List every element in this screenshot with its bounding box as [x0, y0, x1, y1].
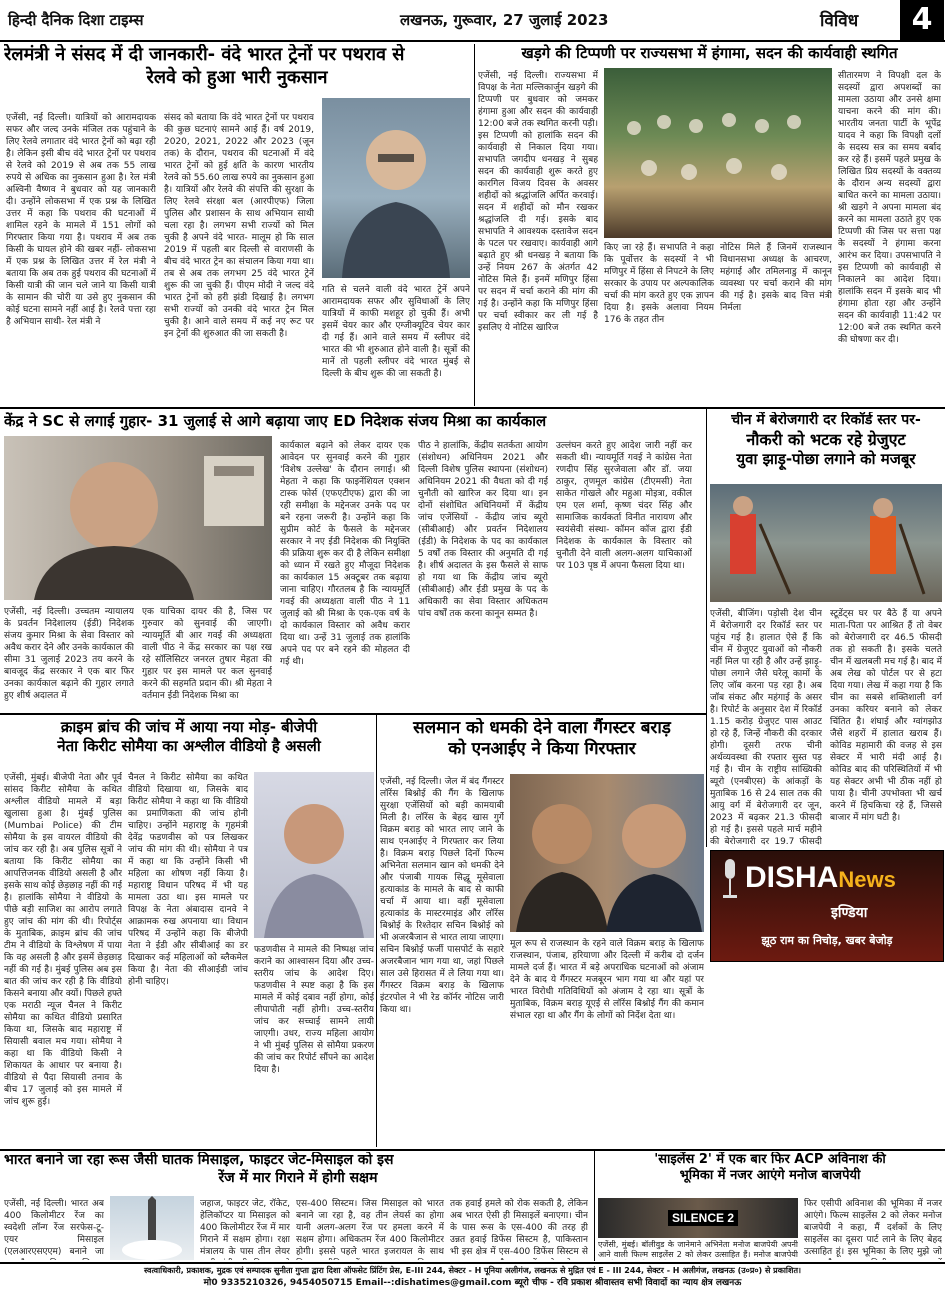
- ad-brand-accent: News: [838, 867, 896, 892]
- rs-col-3: नोटिस मिले हैं जिनमें राजस्थान विधानसभा अध्यक्ष के आचरण, महंगाई और तमिलनाडु में कानून व्यवस्था पर चर्चा कराने की मांग की गई है। इसके बाद वित्त मंत्री निर्मला: [720, 243, 832, 313]
- silence-2-photo: [598, 1198, 798, 1238]
- somaiya-col-2: चैनल ने किरीट सोमैया का कथित वीडियो दिखाया था, जिसके बाद किरीट सोमैया ने कहा था कि वीडियो का प्रमाणिकता की जांच होनी चाहिए। उन्होंने महाराष्ट्र के गृहमंत्री देवेंद्र फडणवीस को पत्र लिखकर जांच की मांग की थी। सोमैया ने पत्र में कहा था कि उन्होंने किसी भी महिला का शोषण नहीं किया है। महाराष्ट्र विधान परिषद में भी यह मामला उठा था। इस मामले पर विपक्ष के नेता अंबादास दानवे ने आक्रामक रुख अपनाया था। विधान परिषद में उन्होंने कहा कि बीजेपी नेता ने ईडी और सीबीआई का डर दिखाकर कई महिलाओं को ब्लैकमेल किया है। नेता की सीआईडी जांच होनी चाहिए।: [128, 773, 248, 987]
- headline-missile-2: रेंज में मार गिराने में होगी सक्षम: [218, 1169, 378, 1186]
- imprint-line-1: स्वत्वाधिकारी, प्रकाशक, मुद्रक एवं सम्पादक सुनीता गुप्ता द्वारा दिशा ऑफसेट प्रिंटिंग प्रेस, E-III 244, सेक्टर - H पूनिया अलीगंज, लखनऊ से मुद्रित एवं E - III 244, सेक्टर - H अलीगंज, लखनऊ (उ०प्र०) से प्रकाशित।: [143, 1266, 802, 1275]
- paper-name: हिन्दी दैनिक दिशा टाइम्स: [8, 11, 144, 29]
- person-icon: [4, 436, 272, 600]
- person-icon: [322, 98, 470, 278]
- silence-col-2: एजेंसी, मुंबई। बॉलीवुड के जानेमाने अभिनेता मनोज बाजपेयी अपनी आने वाली फिल्म साइलेंस 2 को लेकर उत्साहित हैं। मनोज बाजपेयी: [598, 1240, 798, 1259]
- story-china-unemployment: [710, 412, 942, 846]
- story-rajya-sabha: [478, 44, 941, 406]
- headline-salman-2: को एनआईए ने किया गिरफ्तार: [448, 739, 636, 760]
- headline-railway-2: रेलवे को हुआ भारी नुकसान: [146, 66, 328, 88]
- headline-ed-director: केंद्र ने SC से लगाई गुहार- 31 जुलाई से आगे बढ़ाया जाए ED निदेशक संजय मिश्रा का कार्यकाल: [4, 412, 547, 430]
- missile-col-3: एस-400 सिस्टम। जिस मिसाइल को भारत बनाने जा रहा है, वह तीन लेयर्स का होगा यानी अलग-अलग रेंज पर हमला करने में सक्षम होगा। अधिकतम रेंज 400 किलोमीटर होगी। इससे पहले भारत इजरायल के साथ: [296, 1199, 444, 1257]
- headline-china-2: नौकरी को भटक रहे ग्रेजुएट: [746, 429, 906, 449]
- ed-col-3: कार्यकाल बढ़ाने को लेकर दायर एक आवेदन पर सुनवाई करने की गुहार 'विशेष उल्लेख' के दौरान लगाई। श्री मेहता ने कहा कि फाइनेंशियल एक्शन टास्क फोर्स (एफएटीएफ) द्वारा की जा रही समीक्षा के मद्देनजर उनके पद पर बने रहना जरूरी है। उन्होंने कहा कि सुप्रीम कोर्ट के फैसले के मद्देनजर सरकार ने नए ईडी निदेशक की नियुक्ति की प्रक्रिया शुरू कर दी है लेकिन समीक्षा को ध्यान में रखते हुए मौजूदा निदेशक का कार्यकाल 15 अक्टूबर तक बढ़ाया जाना चाहिए। गौरतलब है कि न्यायमूर्ति गवई की अध्यक्षता वाली पीठ ने 11 जुलाई को श्री मिश्रा के एक-एक वर्ष के दो कार्यकाल विस्तार को अवैध करार दिया था। उन्हें 31 जुलाई तक हालांकि अपने पद पर बने रहने की मोहलत दी गई थी।: [280, 441, 410, 667]
- headline-railway-1: रेलमंत्री ने संसद में दी जानकारी- वंदे भारत ट्रेनों पर पथराव से: [4, 44, 405, 65]
- headline-somaiya-2: नेता किरीट सोमैया का अश्लील वीडियो है असली: [57, 736, 321, 755]
- somaiya-col-3: फडणवीस ने मामले की निष्पक्ष जांच कराने का आश्वासन दिया और उच्च-स्तरीय जांच के आदेश दिए। फडणवीस ने स्पष्ट कहा है कि इस मामले में कोई दबाव नहीं होगा, कोई लीपापोती नहीं होगी। उच्च-स्तरीय जांच कर सच्चाई सामने लायी जाएगी। उधर, राज्य महिला आयोग ने भी मुंबई पुलिस से सोमैया प्रकरण की जांच कर रिपोर्ट सौंपने का आदेश दिया है।: [254, 945, 374, 1075]
- headline-silence-2: भूमिका में नजर आएंगे मनोज बाजपेयी: [679, 1168, 861, 1184]
- missile-photo: [110, 1196, 194, 1260]
- rs-col-1: एजेंसी, नई दिल्ली। राज्यसभा में विपक्ष के नेता मल्लिकार्जुन खड़गे की टिप्पणी पर बुधवार को जमकर हंगामा हुआ और सदन की कार्यवाही 12:00 बजे तक स्थगित करनी पड़ी। इस टिप्पणी को हालांकि सदन की कार्यवाही से निकाल दिया गया। सभापति जगदीप धनखड़ ने सुबह सदन की कार्यवाही शुरू करते हुए कारगिल विजय दिवस के अवसर शहीदों को श्रद्धांजलि अर्पित करवाई। सदन में शहीदों को मौन रखकर श्रद्धांजलि दी गई। इसके बाद सभापति ने आवश्यक दस्तावेज सदन के पटल पर रखवाए। कार्यवाही आगे बढ़ाते हुए श्री धनखड़ ने बताया कि उन्हें नियम 267 के अंतर्गत 42 नोटिस मिले हैं। इनमें मणिपुर हिंसा पर सदन में चर्चा कराने की मांग की गई है। उन्होंने कहा कि मणिपुर हिंसा पर चर्चा स्वीकार कर ली गई है इसलिए ये नोटिस खारिज: [478, 71, 598, 333]
- headline-missile-1: भारत बनाने जा रहा रूस जैसी घातक मिसाइल, फाइटर जेट-मिसाइल को इस: [4, 1152, 394, 1168]
- rs-col-4: सीतारमण ने विपक्षी दल के सदस्यों द्वारा अपशब्दों का मामला उठाया और उनसे क्षमा याचना करने की मांग की। भारतीय जनता पार्टी के भूपेंद्र यादव ने कहा कि विपक्षी दलों के सदस्य सत्र का समय बर्बाद कर रहे हैं। इसमें पहले प्रमुख के लिखित प्रिय सदस्यों के वक्तव्य के दौरान अन्य सदस्यों द्वारा बाधित करने का मामला उठाया। श्री खड़गे ने अपना मामला बंद करने का मामला उठाते हुए एक टिप्पणी की जिस पर सत्ता पक्ष के सदस्यों ने हंगामा करना आरंभ कर दिया। उपसभापति ने इस टिप्पणी को कार्यवाही से निकालने का आदेश दिया। हालांकि सदन में इसके बाद भी हंगामा होता रहा और उन्होंने सदन की कार्यवाही 11:42 पर 12:00 बजे तक स्थगित करने की घोषणा कर दी।: [838, 71, 941, 345]
- silence-col-1: फिर एसीपी अविनाश की भूमिका में नजर आएंगे। फिल्म साइलेंस 2 को लेकर मनोज बाजपेयी ने कहा, मैं दर्शकों के लिए साइलेंस का दूसरा पार्ट लाने के लिए बेहद उत्साहित हूं। इस भूमिका के लिए मुझे जो: [804, 1199, 942, 1257]
- section-name: विविध: [820, 11, 859, 31]
- ed-col-5: उल्लंघन करते हुए आदेश जारी नहीं कर सकती थी। न्यायमूर्ति गवई ने कांग्रेस नेता रणदीप सिंह सुरजेवाला और डॉ. जया ठाकुर, तृणमूल कांग्रेस (टीएमसी) नेता साकेत गोखले और महुआ मोइत्रा, वकील एम एल शर्मा, कृष्ण चंदर सिंह और सामाजिक कार्यकर्ता विनीत नारायण और स्वयंसेवी संस्था- कॉमन कॉज द्वारा ईडी निदेशक के कार्यकाल के विस्तार को चुनौती देने वाली अलग-अलग याचिकाओं पर 103 पृष्ठ में अपना फैसला दिया था।: [556, 441, 692, 571]
- story-somaiya: [4, 718, 374, 1148]
- missile-col-4: तक हवाई हमले को रोक सकती है, लेकिन अब भारत ऐसी ही मिसाइलें बनाएगा। चीन के पास रूस के एस-400 की तरह ही उन्नत हवाई डिफेंस सिस्टम है, पाकिस्तान भी इस क्षेत्र में एस-400 डिफेंस सिस्टम से: [450, 1199, 588, 1257]
- rs-col-2: किए जा रहे हैं। सभापति ने कहा कि पूर्वोत्तर के सदस्यों ने भी मणिपुर में हिंसा से निपटने के लिए सरकार के उपाय पर अल्पकालिक चर्चा की मांग करते हुए एक ज्ञापन दिया है। इसके अलावा नियम 176 के तहत तीन: [604, 243, 714, 325]
- railway-col-3: गति से चलने वाली वंदे भारत ट्रेनें अपने आरामदायक सफर और सुविधाओं के लिए यात्रियों में काफी मशहूर हो चुकी हैं। अभी इसमें चेयर कार और एग्जीक्यूटिव चेयर कार दी गई हैं। आने वाले समय में स्लीपर वंदे भारत की भी शुरुआत होने वाली है। सूत्रों की मानें तो पहली स्लीपर वंदे भारत मुंबई से दिल्ली के बीच शुरू की जा सकती है।: [322, 285, 470, 379]
- parliament-photo: [604, 68, 832, 238]
- headline-rajya-sabha: खड़गे की टिप्पणी पर राज्यसभा में हंगामा, सदन की कार्यवाही स्थगित: [521, 44, 898, 62]
- headline-silence-1: 'साइलेंस 2' में एक बार फिर ACP अविनाश की: [654, 1152, 886, 1167]
- two-persons-icon: [510, 774, 704, 932]
- silence-2-poster-title: SILENCE 2: [668, 1210, 738, 1226]
- sweeper-scene-icon: [710, 484, 942, 602]
- imprint-footer: [0, 1262, 945, 1297]
- imprint-line-2: मो0 9335210326, 9454050715 Email--:dishatimes@gmail.com ब्यूरो चीफ - रवि प्रकाश श्रीवास्तव सभी विवादों का न्याय क्षेत्र लखनऊ: [203, 1278, 742, 1288]
- mic-icon: [719, 859, 741, 899]
- ed-director-photo: [4, 436, 272, 600]
- somaiya-col-1: एजेंसी, मुंबई। बीजेपी नेता और पूर्व सांसद किरीट सोमैया के कथित अश्लील वीडियो मामले में बड़ा खुलासा हुआ है। मुंबई पुलिस (Mumbai Police) की टीम सोमैया के इस वायरल वीडियो की जांच कर रही है। अब पुलिस सूत्रों ने बताया कि किरीट सोमैया का आपत्तिजनक वीडियो असली है और इसके साथ कोई छेड़छाड़ नहीं की गई है। हालांकि सोमैया ने वीडियो के पीछे बड़ी साजिश का आरोप लगाते हुए जांच की मांग की थी। रिपोर्ट्स के मुताबिक, क्राइम ब्रांच की जांच टीम ने वीडियो के विश्लेषण में पाया कि वह असली है और इसमें छेड़छाड़ नहीं की गई है। मुंबई पुलिस अब इस बात की जांच कर रही है कि वीडियो किसने बनाया और क्यों। पिछले हफ्ते एक मराठी न्यूज चैनल ने किरीट सोमैया का कथित वीडियो प्रसारित किया था, जिसके बाद महाराष्ट्र में सियासी बवाल मच गया। सोमैया ने कहा था कि वीडियो किसी ने शिकायत के आधार पर बनाया है। वीडियो से पैदा सियासी तनाव के बीच 17 जुलाई को इस मामले में जांच शुरू हुई।: [4, 773, 122, 1107]
- ad-tagline: झूठ राम का निचोड़, खबर बेजोड़: [761, 934, 893, 947]
- headline-china-1: चीन में बेरोजगारी दर रिकॉर्ड स्तर पर-: [731, 412, 921, 428]
- page-number: 4: [900, 0, 944, 40]
- parliament-scene-icon: [604, 68, 832, 238]
- railway-col-1: एजेंसी, नई दिल्ली। यात्रियों को आरामदायक सफर और जल्द उनके मंजिल तक पहुंचाने के लिए रेलवे लगातार वंदे भारत ट्रेनों को बढ़ा रही है। लेकिन इसी बीच वंदे भारत ट्रेनों पर पथराव से रेलवे को 2019 से अब तक 55 लाख रुपये से अधिक का नुकसान हुआ है। रेल मंत्री अश्विनी वैष्णव ने बुधवार को यह जानकारी दी। उन्होंने लोकसभा में एक प्रश्न के लिखित उत्तर में कहा कि पथराव की घटनाओं में शामिल रहने के मामले में 151 लोगों को गिरफ्तार किया गया है। पथराव में अब तक किसी के घायल होने की खबर नहीं- लोकसभा में एक प्रश्न के लिखित उत्तर में रेल मंत्री ने बताया कि अब तक हुई पथराव की घटनाओं में किसी यात्री की जान चले जाने या किसी यात्री के सामान की चोरी या उसे हुए नुकसान की कोई घटना सामने नहीं आई है। रेलवे पत्ता रहा है अभियान साथी- रेल मंत्री ने: [6, 113, 156, 327]
- person-icon: [254, 772, 374, 938]
- headline-china-3: युवा झाड़ू-पोछा लगाने को मजबूर: [736, 449, 916, 468]
- street-sweeper-photo: [710, 484, 942, 602]
- railway-col-2: संसद को बताया कि वंदे भारत ट्रेनों पर पथराव की कुछ घटनाएं सामने आई हैं। वर्ष 2019, 2020, 2021, 2022 और 2023 (जून तक) के दौरान, पथराव की घटनाओं में वंदे भारत ट्रेनों को हुई क्षति के कारण भारतीय रेलवे को 55.60 लाख रुपये का नुकसान हुआ है। यात्रियों और रेलवे की संपत्ति की सुरक्षा के लिए रेलवे संरक्षा बल (आरपीएफ) जिला पुलिस और प्रशासन के साथ अभियान साथी चला रहा है। लगभग सभी राज्यों को मिल चुकी है अपने वंदे भारत- मालूम हो कि साल 2019 में पहली बार दिल्ली से वाराणसी के बीच वंदे भारत ट्रेन का संचालन किया गया था। तब से अब तक लगभग 25 वंदे भारत ट्रेनें शुरू की जा चुकी हैं। पीएम मोदी ने जल्द वंदे भारत ट्रेनों को हरी झंडी दिखाई है। लगभग सभी राज्यों को उनकी वंदे भारत ट्रेन मिल चुकी है। आने वाले समय में कई नए रूट पर इन ट्रेनों की शुरुआत की जा सकती है।: [164, 113, 314, 339]
- salman-col-1: एजेंसी, नई दिल्ली। जेल में बंद गैंगस्टर लॉरेंस बिश्नोई की गैंग के खिलाफ सुरक्षा एजेंसियों को बड़ी कामयाबी मिली है। लॉरेंस के बेहद खास गुर्गे विक्रम बराड़ को भारत लाए जाने के साथ एनआईए ने गिरफ्तार कर लिया है। विक्रम बराड़ पिछले दिनों फिल्म अभिनेता सलमान खान को धमकी देने और पंजाबी गायक सिद्धू मूसेवाला हत्याकांड के मामले के बाद से काफी चर्चा में आया था। वहीं मूसेवाला हत्याकांड के मास्टरमाइंड और लॉरेंस बिश्नोई के रिश्तेदार सचिन बिश्नोई को भी अजरबैजान से भारत लाया जाएगा। सचिन बिश्नोई फर्जी पासपोर्ट के सहारे अजरबैजान भाग गया था, जहां पिछले साल उसे हिरासत में ले लिया गया था। गैंगस्टर विक्रम बराड़ के खिलाफ इंटरपोल ने भी रेड कॉर्नर नोटिस जारी किया था।: [380, 777, 504, 1015]
- china-col-1: एजेंसी, बीजिंग। पड़ोसी देश चीन में बेरोजगारी दर रिकॉर्ड स्तर पर पहुंच गई है। हालात ऐसे हैं कि चीन में ग्रेजुएट युवाओं को नौकरी नहीं मिल पा रही है और उन्हें झाड़ू-पोछा लगाने जैसे घरेलू कामों के लिए जॉब करना पड़ रहा है। अब जॉब संकट और महंगाई के असर है। रिपोर्ट के अनुसार देश में रिकॉर्ड 1.15 करोड़ ग्रेजुएट पास आउट हो रहे हैं, जिन्हें नौकरी की दरकार होगी। दूसरी तरफ चीनी अर्थव्यवस्था की रफ्तार सुस्त पड़ गई है। चीन के राष्ट्रीय सांख्यिकी ब्यूरो (एनबीएस) के आंकड़ों के मुताबिक 16 से 24 साल तक की आयु वर्ग में बेरोजगारी दर जून, 2023 में बढ़कर 21.3 फीसदी हो गई है। इससे पहले मार्च महीने की बेरोजगारी दर 19.7 फीसदी: [710, 609, 822, 846]
- dateline: लखनऊ, गुरूवार, 27 जुलाई 2023: [400, 11, 609, 29]
- ad-brand: [745, 861, 896, 895]
- ed-col-4: पीठ ने हालांकि, केंद्रीय सतर्कता आयोग (संशोधन) अधिनियम 2021 और दिल्ली विशेष पुलिस स्थापना (संशोधन) अधिनियम 2021 की वैधता को दी गई चुनौती को खारिज कर दिया था। इन दोनों संशोधित अधिनियमों में केंद्रीय जांच एजेंसियों - केंद्रीय जांच ब्यूरो (सीबीआई) और प्रवर्तन निदेशालय (ईडी) के निदेशक के पद का कार्यकाल 5 वर्षों तक विस्तार की अनुमति दी गई है। शीर्ष अदालत के इस फैसले से साफ हो गया था कि केंद्रीय जांच ब्यूरो (सीबीआई) और ईडी प्रमुख के पद के अधिकारी का सेवा विस्तार अधिकतम पांच वर्षों तक करना कानून सम्मत है।: [418, 441, 548, 619]
- ed-col-1: एजेंसी, नई दिल्ली। उच्चतम न्यायालय के प्रवर्तन निदेशालय (ईडी) निदेशक संजय कुमार मिश्रा के सेवा विस्तार को अवैध करार देने और उनके कार्यकाल की सीमा 31 जुलाई 2023 तय करने के बावजूद केंद्र सरकार ने एक बार फिर उनका कार्यकाल बढ़ाने की गुहार लगाते हुए शीर्ष अदालत में: [4, 607, 134, 701]
- china-col-2: स्टूडेंट्स घर पर बैठे हैं या अपने माता-पिता पर आश्रित हैं तो वेबर को बेरोजगारी दर 46.5 फीसदी तक हो सकती है। इसके चलते चीन में खलबली मच गई है। बाद में अब लेख को पोर्टल पर से हटा दिया गया। लेख में कहा गया है कि चीन का सबसे शक्तिशाली वर्ग उनका करियर बनाने को लेकर चिंतित है। शंघाई और ग्वांगझोउ जैसे शहरों में हालात खराब हैं। कोविड महामारी की वजह से इस सेक्टर में भारी मंदी आई है। कोविड बाद की परिस्थितियों में भी यह सेक्टर अभी भी ठीक नहीं हो पाया है। चीनी उपभोक्ता भी खर्च करने में हिचकिचा रहे हैं, जिससे बाजार में मांग घटी है।: [830, 609, 942, 823]
- story-ed-director: [4, 412, 704, 712]
- story-railway: [4, 44, 470, 450]
- disha-news-ad: [710, 850, 944, 962]
- story-salman-brar: [380, 718, 704, 1148]
- minister-photo: [322, 98, 470, 278]
- ad-brand-sub: इण्डिया: [831, 905, 868, 921]
- headline-salman-1: सलमान को धमकी देने वाला गैंगस्टर बराड़: [413, 718, 671, 738]
- somaiya-photo: [254, 772, 374, 938]
- missile-icon: [110, 1196, 194, 1260]
- missile-col-1: एजेंसी, नई दिल्ली। भारत अब 400 किलोमीटर रेंज का स्वदेशी लॉन्ग रेंज सरफेस-टू-एयर मिसाइल (एलआरएसएएम) बनाने जा: [4, 1199, 104, 1257]
- brar-salman-photo: [510, 774, 704, 932]
- salman-col-2: मूल रूप से राजस्थान के रहने वाले विक्रम बराड़ के खिलाफ राजस्थान, पंजाब, हरियाणा और दिल्ली में करीब दो दर्जन मामले दर्ज हैं। भारत में बड़े अपराधिक घटनाओं को अंजाम देने के बाद ये गैंगस्टर मजबूरन भाग गया था और यहां पर भारत विरोधी गतिविधियों को अंजाम दे रहा था। सूत्रों के मुताबिक, विक्रम बराड़ यूएई से लॉरेंस बिश्नोई गैंग की कमान संभाल रहा था और गैंग के लोगों को निर्देश देता था।: [510, 939, 704, 1021]
- missile-col-2: जहाज, फाइटर जेट, रॉकेट, हेलिकॉप्टर या मिसाइल को 400 किलोमीटर रेंज में मार गिराने में सक्षम होगा। रक्षा मंत्रालय के पास तीन लेयर: [200, 1199, 290, 1257]
- headline-somaiya-1: क्राइम ब्रांच की जांच में आया नया मोड़- बीजेपी: [60, 718, 318, 736]
- masthead: [0, 0, 945, 42]
- ad-brand-main: DISHA: [745, 861, 839, 894]
- ed-col-2: एक याचिका दायर की है, जिस पर गुरुवार को सुनवाई की जाएगी। न्यायमूर्ति बी आर गवई की अध्यक्षता वाली पीठ ने केंद्र सरकार का पक्ष रख रहे सॉलिसिटर जनरल तुषार मेहता की गुहार पर इस मामले पर कल सुनवाई करने की सहमति प्रदान की। श्री मेहता ने वर्तमान ईडी निदेशक मिश्रा का: [142, 607, 272, 701]
